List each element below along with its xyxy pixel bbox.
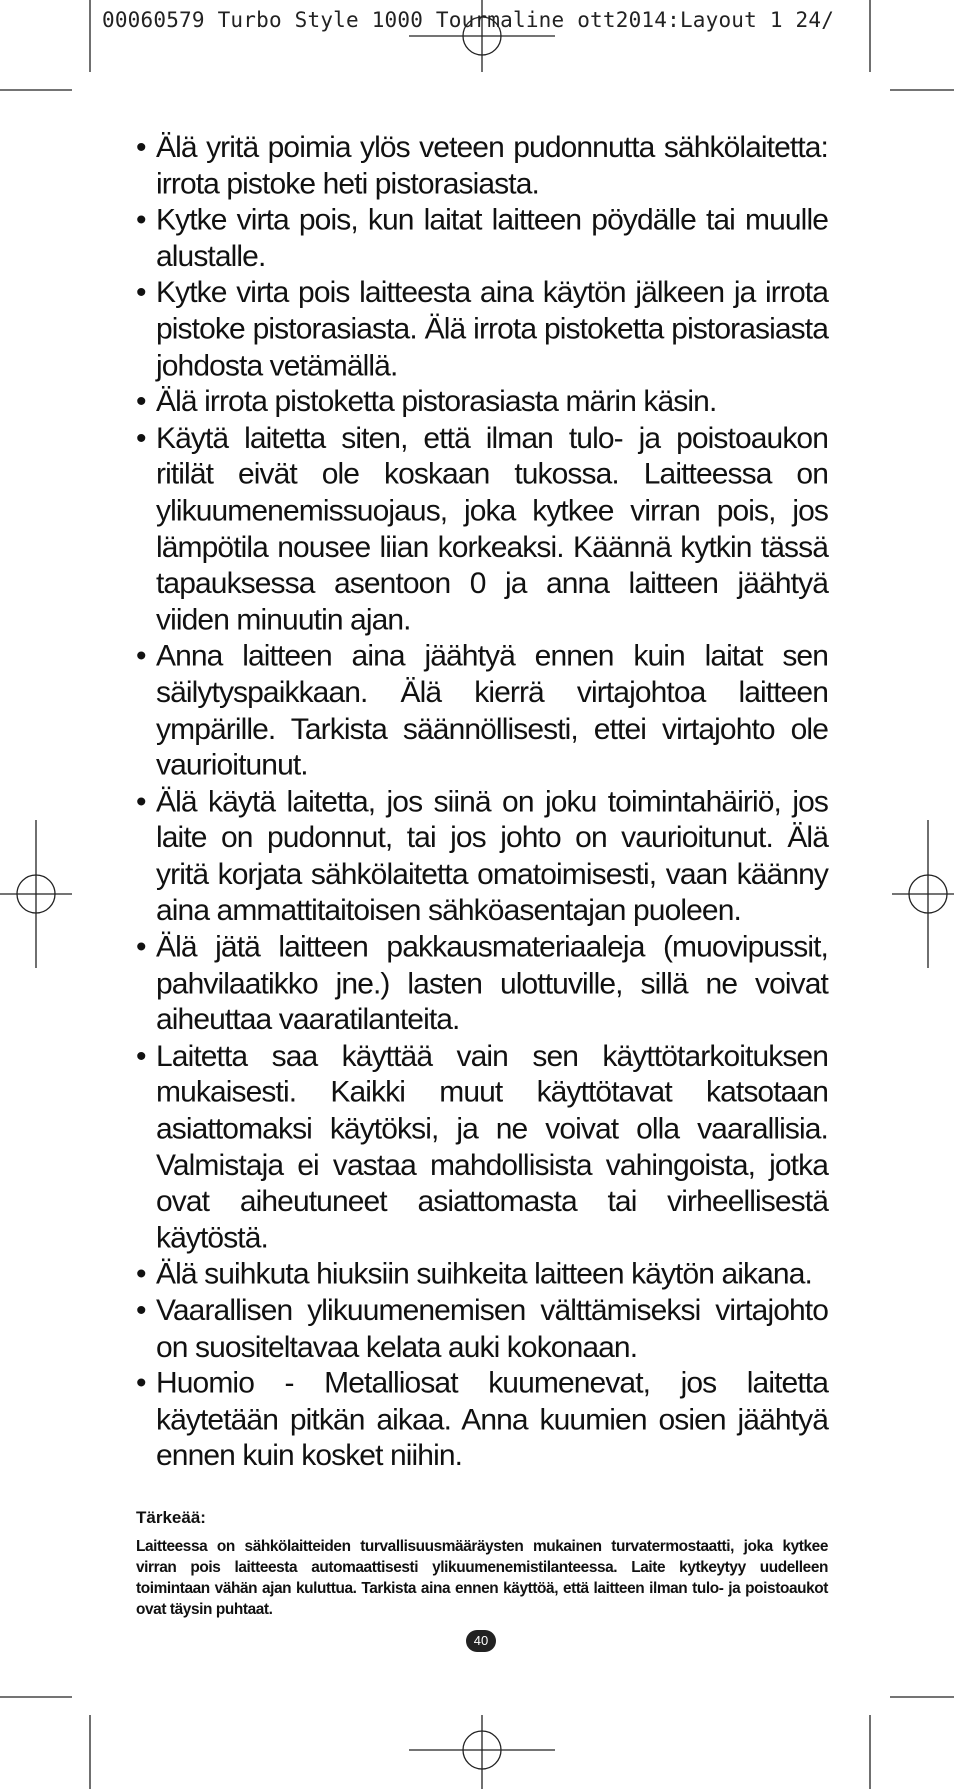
safety-item-text: Kytke virta pois, kun laitat laitteen pöydälle tai muulle alustalle. — [156, 203, 828, 273]
safety-item-text: Vaarallisen ylikuumenemisen välttämiseksi virtajohto on suositeltavaa kelata auki kokonaan. — [156, 1294, 828, 1364]
important-title: Tärkeää: — [136, 1508, 206, 1527]
safety-item-text: Huomio - Metalliosat kuumenevat, jos laitetta käytetään pitkän aikaa. Anna kuumien osien jäähtyä ennen kuin kosket niihin. — [156, 1366, 828, 1473]
safety-item-text: Älä irrota pistoketta pistorasiasta märin käsin. — [156, 385, 717, 419]
bullet-icon: • — [136, 385, 146, 419]
bullet-icon: • — [136, 1366, 146, 1400]
safety-list-item — [136, 203, 828, 276]
safety-item-text: Älä suihkuta hiuksiin suihkeita laitteen käytön aikana. — [156, 1257, 812, 1291]
print-slug-header: 00060579 Turbo Style 1000 Tourmaline ott2014:Layout 1 24/ — [102, 8, 835, 32]
bullet-icon: • — [136, 421, 146, 455]
important-text: Laitteessa on sähkölaitteiden turvallisuusmääräysten mukainen turvatermostaatti, joka kytkee virran pois laitteesta automaattisesti ylikuumenemistilanteessa. Laite kytkeytyy uudelleen toimintaan vähän ajan kuluttua. Tarkista aina ennen käyttöä, että laitteen ilman tulo- ja poistoaukot ovat täysin puhtaat. — [136, 1538, 828, 1618]
safety-list-item — [136, 421, 828, 639]
bullet-icon: • — [136, 785, 146, 819]
page-number: 40 — [466, 1630, 496, 1652]
bullet-icon: • — [136, 639, 146, 673]
safety-item-text: Älä yritä poimia ylös veteen pudonnutta sähkölaitetta: irrota pistoke heti pistorasiasta. — [156, 130, 828, 201]
bullet-icon: • — [136, 1257, 146, 1291]
safety-list-item — [136, 130, 828, 203]
safety-item-text: Kytke virta pois laitteesta aina käytön jälkeen ja irrota pistoke pistorasiasta. Älä irrota pistoketta pistorasiasta johdosta vetämällä. — [156, 276, 828, 382]
safety-item-text: Käytä laitetta siten, että ilman tulo- ja poistoaukon ritilät eivät ole koskaan tukossa. Laitteessa on ylikuumenemissuojaus, joka kytkee virran pois, jos lämpötila nousee liian korkeaksi. Käännä kytkin tässä tapauksessa asentoon 0 ja anna laitteen jäähtyä viiden minuutin ajan. — [156, 421, 828, 637]
safety-list-item — [136, 930, 828, 1039]
safety-list-item — [136, 1366, 828, 1475]
bullet-icon: • — [136, 930, 146, 964]
safety-instructions — [136, 130, 828, 1484]
safety-list-item — [136, 384, 828, 420]
safety-list-item — [136, 1293, 828, 1366]
safety-item-text: Älä jätä laitteen pakkausmateriaaleja (muovipussit, pahvilaatikko jne.) lasten ulottuville, sillä ne voivat aiheuttaa vaaratilanteita. — [156, 930, 828, 1037]
safety-bullet-list — [136, 130, 828, 1475]
bullet-icon: • — [136, 203, 146, 237]
safety-item-text: Älä käytä laitetta, jos siinä on joku toimintahäiriö, jos laite on pudonnut, tai jos johto on vaurioitunut. Älä yritä korjata sähkölaitetta omatoimisesti, vaan käänny aina ammattitaitoisen sähköasentajan puoleen. — [156, 785, 828, 928]
safety-list-item — [136, 1039, 828, 1257]
safety-item-text: Anna laitteen aina jäähtyä ennen kuin laitat sen säilytyspaikkaan. Älä kierrä virtajohtoa laitteen ympärille. Tarkista säännöllisesti, ettei virtajohto ole vaurioitunut. — [156, 639, 828, 782]
bullet-icon: • — [136, 1294, 146, 1328]
safety-item-text: Laitetta saa käyttää vain sen käyttötarkoituksen mukaisesti. Kaikki muut käyttötavat katsotaan asiattomaksi käytöksi, ja ne voivat olla vaarallisia. Valmistaja ei vastaa mahdollisista vahingoista, jotka ovat aiheutuneet asiattomasta tai virheellisestä käytöstä. — [156, 1039, 828, 1255]
bullet-icon: • — [136, 1039, 146, 1073]
important-note — [136, 1508, 828, 1620]
safety-list-item — [136, 1257, 828, 1293]
bullet-icon: • — [136, 276, 146, 310]
safety-list-item — [136, 275, 828, 384]
bullet-icon: • — [136, 130, 146, 164]
safety-list-item — [136, 784, 828, 929]
safety-list-item — [136, 639, 828, 784]
